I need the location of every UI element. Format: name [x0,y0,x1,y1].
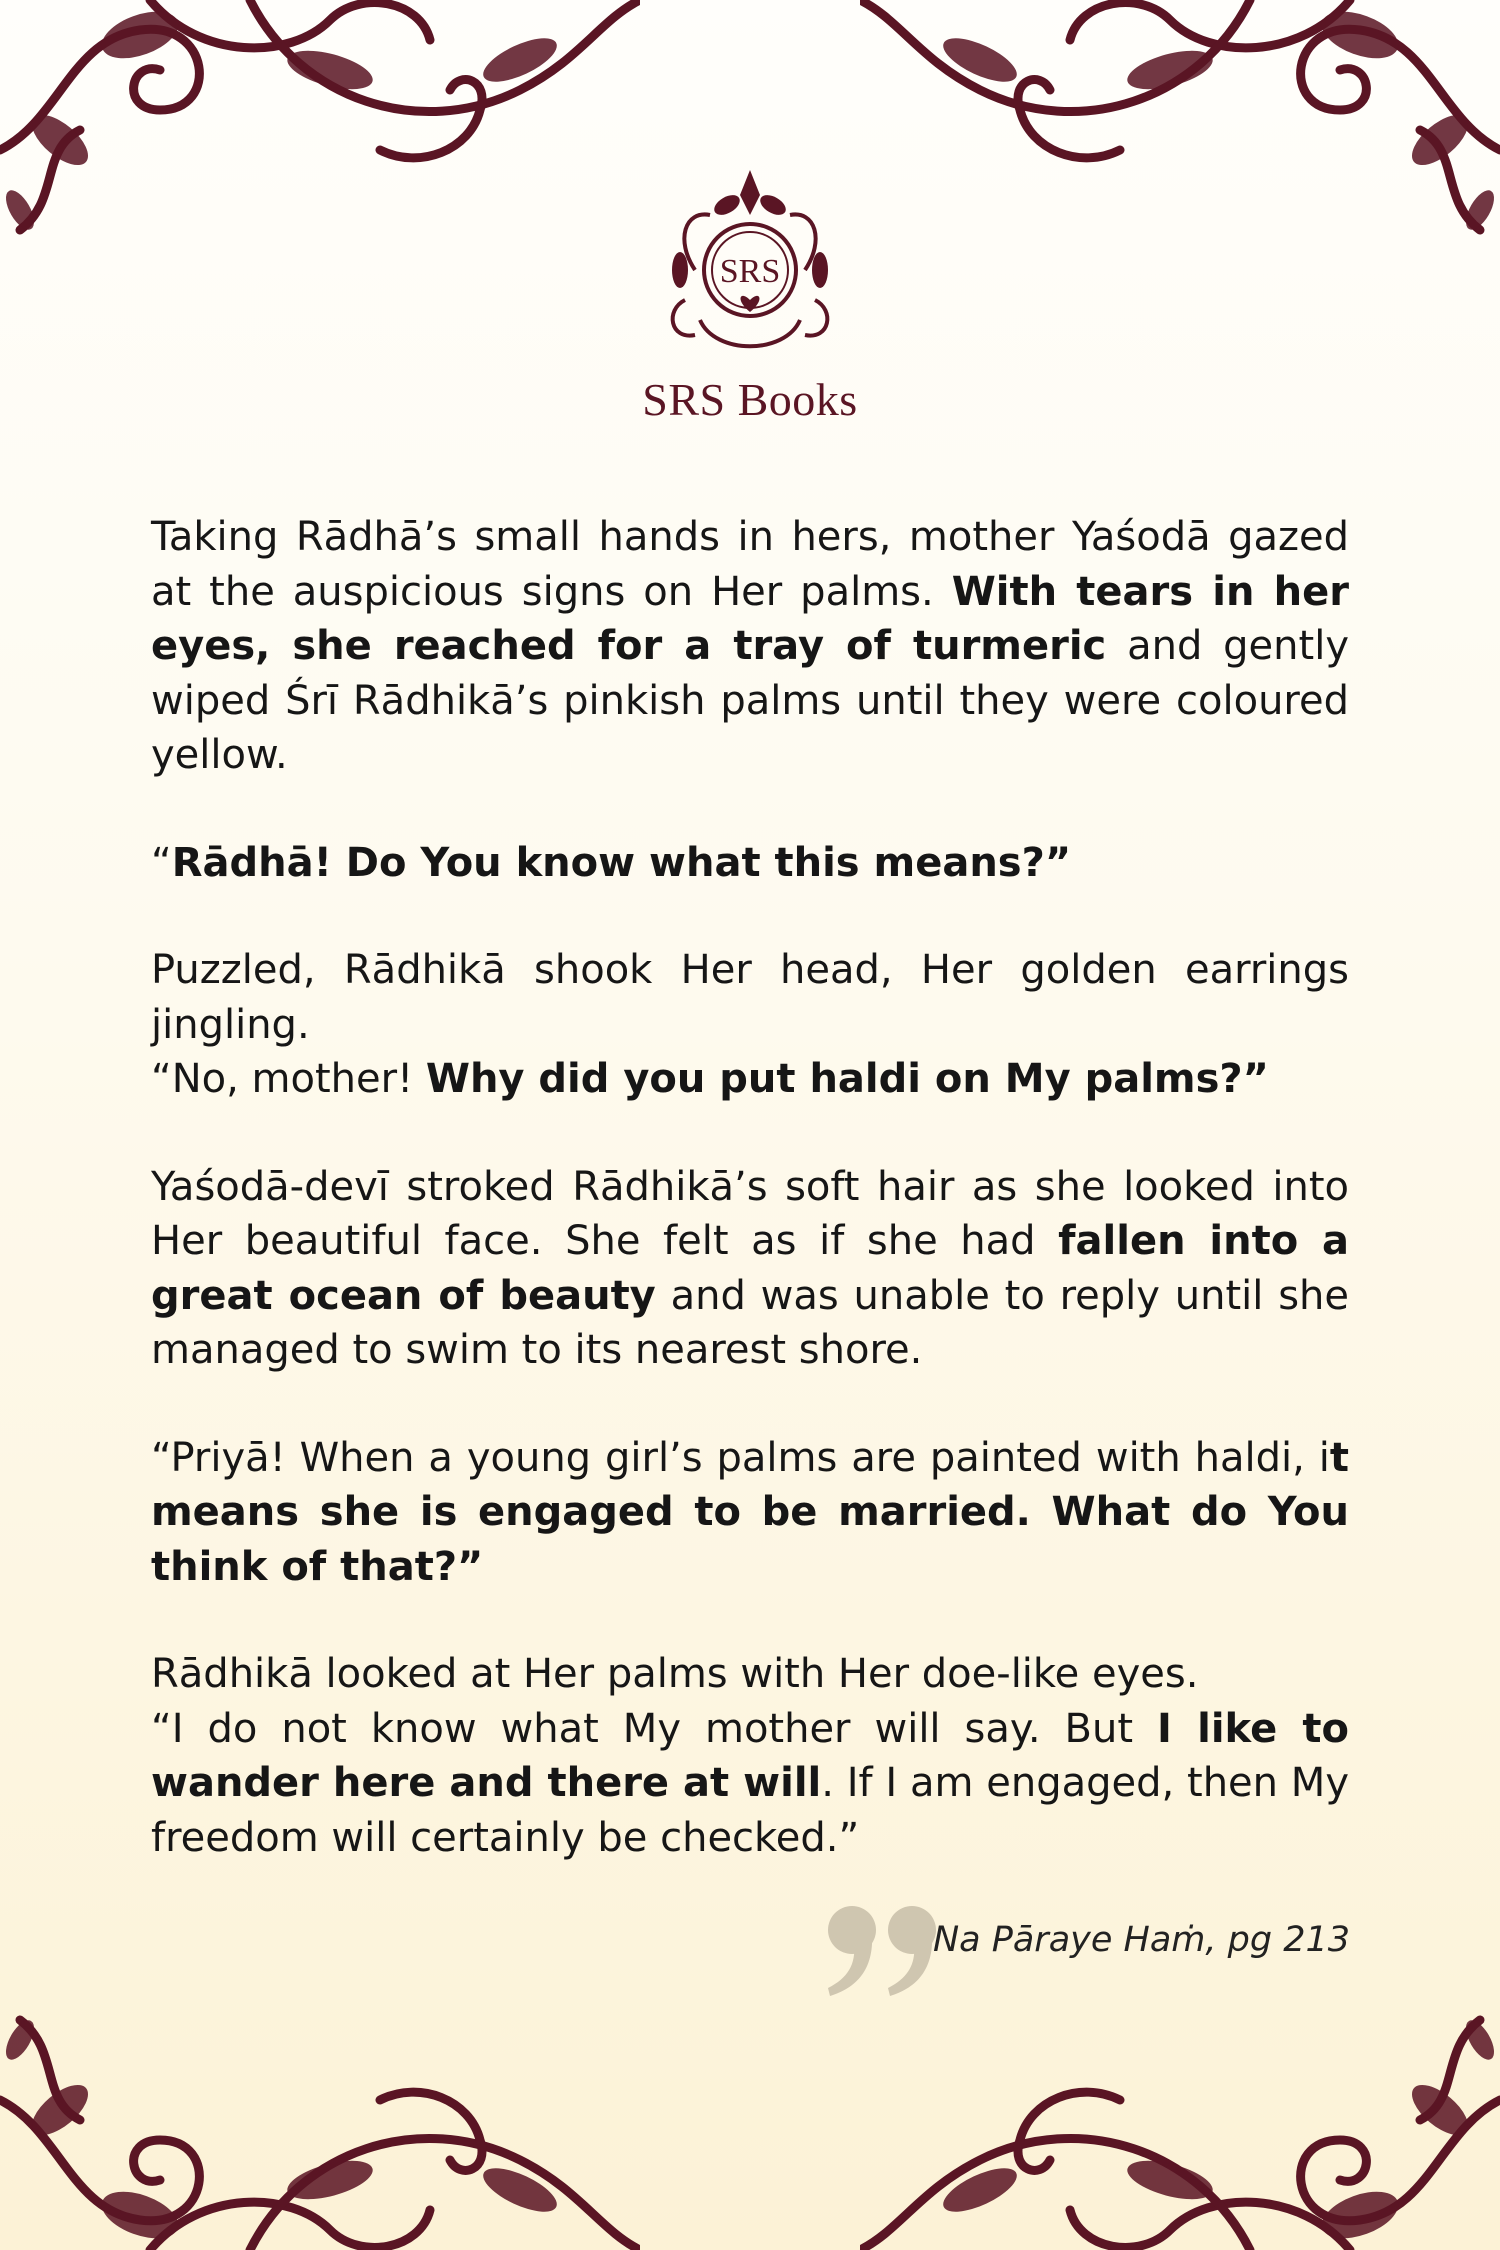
text-span: Yaśodā-devī stroked Rādhikā’s soft hair as she looked into Her beautiful face. She felt as if she had [151,1163,1349,1264]
paragraph-2 [151,836,1349,891]
text-span: “Priyā! When a young girl’s palms are painted with haldi, i [151,1434,1330,1481]
bold-span: Rādhā! Do You know what this means?” [171,839,1072,886]
text-span: Puzzled, Rādhikā shook Her head, Her golden earrings jingling. [151,947,1349,1048]
text-span: “No, mother! [151,1056,426,1102]
text-span: and gently wiped Śrī Rādhikā’s pinkish palms until they were coloured yellow. [151,623,1349,778]
paragraph-1 [151,510,1349,783]
citation [820,1900,1350,2010]
bold-span: Why did you put haldi on My palms?” [425,1056,1269,1102]
text-span: and was unable to reply until she managed to swim to its nearest shore. [151,1272,1349,1373]
paragraph-6 [151,1647,1349,1865]
bold-span: I like to wander here and there at will [151,1705,1349,1806]
text-span: “I do not know what My mother will say. But [151,1705,1158,1752]
passage [151,510,1349,1918]
text-span: “ [151,839,172,886]
corner-ornament-bottom-right [860,2000,1500,2250]
bold-span: With tears in her eyes, she reached for a tray of turmeric [151,568,1349,669]
closing-quote-icon [820,1900,950,2000]
paragraph-3 [151,943,1349,1107]
corner-ornament-bottom-left [0,2000,640,2250]
citation-source: Na Pāraye Haṁ, pg 213 [933,1920,1350,1960]
bold-span: fallen into a great ocean of beauty [151,1218,1349,1319]
brand-header [0,160,1500,426]
emblem-monogram: SRS [719,253,781,290]
text-span: . If I am engaged, then My freedom will certainly be checked.” [151,1760,1349,1861]
bold-span: t means she is engaged to be married. What do You think of that?” [151,1434,1349,1590]
brand-name: SRS Books [642,374,858,425]
paragraph-4 [151,1160,1349,1378]
srs-emblem-icon [655,160,845,365]
paragraph-5 [151,1431,1349,1595]
text-span: Rādhikā looked at Her palms with Her doe-like eyes. [151,1651,1199,1697]
text-span: Taking Rādhā’s small hands in hers, mother Yaśodā gazed at the auspicious signs on Her palms. [151,514,1349,615]
